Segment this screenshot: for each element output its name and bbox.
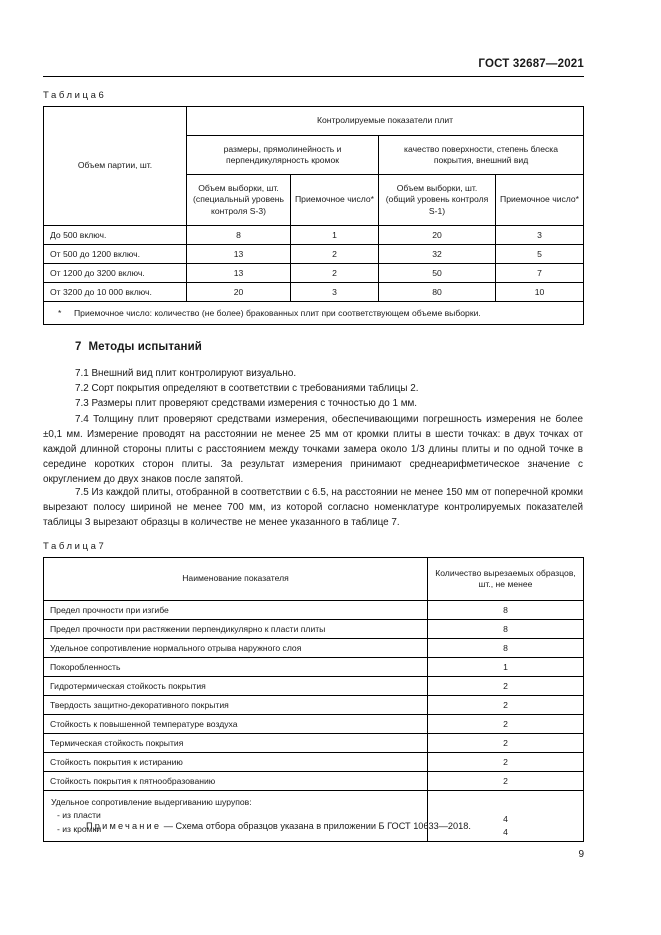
screws-sub-face: - из пласти [57,810,101,821]
table7-cell-indicator: Удельное сопротивление нормального отрыва наружного слоя [44,639,428,658]
table7-cell-quantity: 2 [428,696,584,715]
table7-cell-indicator: Термическая стойкость покрытия [44,734,428,753]
table6-caption-number: 6 [98,90,104,101]
table6-cell-accept-1: 3 [291,283,379,302]
paragraph-7-2: 7.2 Сорт покрытия определяют в соответствии с требованиями таблицы 2. [75,383,419,395]
document-header-standard-number: ГОСТ 32687—2021 [478,58,584,70]
table7-cell-indicator: Предел прочности при изгибе [44,601,428,620]
screws-value-face: 4 [503,814,508,824]
table6-group-header-surface: качество поверхности, степень блеска покрытия, внешний вид [379,136,584,175]
paragraph-7-1: 7.1 Внешний вид плит контролируют визуально. [75,368,297,379]
table6-subheader-sample-s3: Объем выборки, шт. (специальный уровень контроля S-3) [187,175,291,226]
table-row [44,677,584,696]
table7-cell-quantity-screws [428,791,584,842]
table6-cell-accept-1: 1 [291,226,379,245]
table-row [44,620,584,639]
table-row [44,226,584,245]
screws-title: Удельное сопротивление выдергиванию шурупов: [51,797,252,807]
table-row [44,772,584,791]
table6-group-header-all: Контролируемые показатели плит [187,107,584,136]
table7-cell-quantity: 8 [428,601,584,620]
table7-note [86,821,471,831]
table6-body [44,226,584,325]
table6-cell-party: От 500 до 1200 включ. [44,245,187,264]
table6-cell-sample-s3: 13 [187,264,291,283]
table6-cell-sample-s1: 50 [379,264,496,283]
table6-cell-sample-s3: 13 [187,245,291,264]
table6-cell-accept-2: 7 [496,264,584,283]
table-row [44,283,584,302]
note-label: Примечание [86,821,162,831]
table6-caption [43,90,104,101]
table7-cell-quantity: 2 [428,772,584,791]
table6-cell-party: От 3200 до 10 000 включ. [44,283,187,302]
table7-cell-quantity: 2 [428,753,584,772]
table6-subheader-acceptance-number-1: Приемочное число* [291,175,379,226]
paragraph-7-3: 7.3 Размеры плит проверяют средствами измерения с точностью до 1 мм. [75,398,418,410]
table6-cell-accept-1: 2 [291,264,379,283]
table-6 [43,106,584,325]
table7-cell-indicator: Твердость защитно-декоративного покрытия [44,696,428,715]
table7-cell-indicator-screws [44,791,428,842]
table6-footnote-text: Приемочное число: количество (не более) бракованных плит при соответствующем объеме выборки. [74,308,481,318]
table7-cell-quantity: 2 [428,715,584,734]
section-7-number: 7 [75,341,82,353]
table7-cell-quantity: 2 [428,677,584,696]
page-number: 9 [578,849,584,860]
table6-cell-accept-1: 2 [291,245,379,264]
screws-value-edge: 4 [503,827,508,838]
table6-cell-sample-s1: 80 [379,283,496,302]
table6-cell-accept-2: 3 [496,226,584,245]
paragraph-7-4: 7.4 Толщину плит проверяют средствами измерения, обеспечивающими погрешность измерения не более ±0,1 мм. Измерение проводят на расстоянии не менее 25 мм от кромки плиты в шести точках: в двух точках от каждой длинной стороны плиты с расстоянием между точками замера около 1/3 длины плиты и по одной точке в середине коротких сторон плиты. За результат измерения принимают среднеарифметическое значение с округлением до двух знаков после запятой. [43,413,583,486]
table6-group-header-dimensions: размеры, прямолинейность и перпендикулярность кромок [187,136,379,175]
screws-sub-edge: - из кромки [57,823,102,834]
table-row [44,264,584,283]
note-text: — Схема отбора образцов указана в приложении Б ГОСТ 10633—2018. [163,821,471,831]
table7-caption-number: 7 [98,541,104,552]
table7-header-row [44,558,584,601]
table7-caption-label: Таблица [43,541,99,552]
table6-caption-label: Таблица [43,90,99,101]
table7-cell-indicator: Гидротермическая стойкость покрытия [44,677,428,696]
header-divider-rule [43,76,584,77]
table6-cell-sample-s1: 20 [379,226,496,245]
table-row-screws [44,791,584,842]
table6-cell-sample-s1: 32 [379,245,496,264]
table-row [44,696,584,715]
table-row [44,658,584,677]
table6-cell-party: От 1200 до 3200 включ. [44,264,187,283]
table7-cell-quantity: 2 [428,734,584,753]
paragraph-7-5: 7.5 Из каждой плиты, отобранной в соответствии с 6.5, на расстоянии не менее 150 мм от поперечной кромки вырезают полосу шириной не менее 700 мм, из которой согласно номенклатуре контролируемых показателей таблицы 3 вырезают образцы в количестве не менее указанного в таблице 7. [43,487,583,529]
table7-cell-indicator: Стойкость покрытия к истиранию [44,753,428,772]
table-row [44,715,584,734]
table6-cell-party: До 500 включ. [44,226,187,245]
table6-cell-accept-2: 5 [496,245,584,264]
section-7-title: Методы испытаний [88,341,202,353]
table6-subheader-acceptance-number-2: Приемочное число* [496,175,584,226]
table7-cell-indicator: Стойкость к повышенной температуре воздуха [44,715,428,734]
table-row [44,753,584,772]
table-row [44,245,584,264]
section-7-paragraphs-first [43,366,583,488]
section-7-heading [75,341,202,353]
table7-body [44,601,584,842]
section-7-paragraphs-second [43,485,583,531]
table-row [44,639,584,658]
table-7 [43,557,584,842]
table6-col-party-header: Объем партии, шт. [44,107,187,226]
table-row [44,734,584,753]
table6-header-row-1 [44,107,584,136]
table-row [44,601,584,620]
table6-cell-accept-2: 10 [496,283,584,302]
table7-col-quantity-header: Количество вырезаемых образцов, шт., не менее [428,558,584,601]
table7-col-indicator-header: Наименование показателя [44,558,428,601]
table6-footnote-row [44,302,584,325]
table7-cell-indicator: Стойкость покрытия к пятнообразованию [44,772,428,791]
table6-footnote-cell [44,302,584,325]
table7-caption [43,541,104,552]
table7-cell-indicator: Предел прочности при растяжении перпендикулярно к пласти плиты [44,620,428,639]
table6-cell-sample-s3: 20 [187,283,291,302]
table6-subheader-sample-s1: Объем выборки, шт. (общий уровень контроля S-1) [379,175,496,226]
table6-footnote-marker: * [58,308,62,318]
table6-cell-sample-s3: 8 [187,226,291,245]
table7-cell-quantity: 8 [428,620,584,639]
table7-cell-quantity: 8 [428,639,584,658]
table7-cell-quantity: 1 [428,658,584,677]
table7-cell-indicator: Покоробленность [44,658,428,677]
